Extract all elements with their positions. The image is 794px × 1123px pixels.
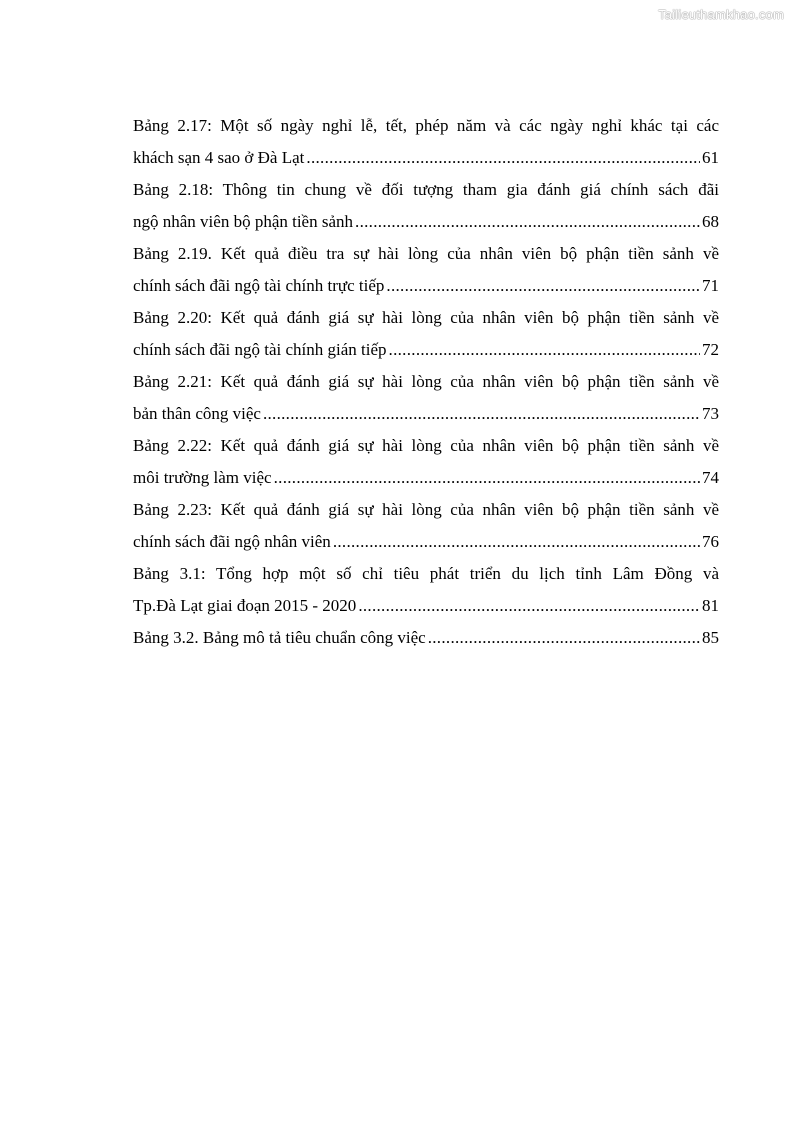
entry-title-end: môi trường làm việc xyxy=(133,468,272,487)
dot-leader xyxy=(333,526,700,558)
toc-entry[interactable] xyxy=(133,558,719,622)
dot-leader xyxy=(263,398,700,430)
dot-leader xyxy=(389,334,700,366)
entry-title-line: Bảng 2.22: Kết quả đánh giá sự hài lòng của nhân viên bộ phận tiền sảnh về xyxy=(133,436,719,455)
entry-title-end: khách sạn 4 sao ở Đà Lạt xyxy=(133,148,305,167)
entry-title-line: Bảng 2.18: Thông tin chung về đối tượng tham gia đánh giá chính sách đãi xyxy=(133,180,719,199)
entry-last-line xyxy=(133,398,719,430)
toc-entry[interactable] xyxy=(133,366,719,430)
entry-title-line: Bảng 3.1: Tổng hợp một số chỉ tiêu phát triển du lịch tỉnh Lâm Đồng và xyxy=(133,564,719,583)
toc-entry[interactable] xyxy=(133,430,719,494)
dot-leader xyxy=(358,590,700,622)
entry-title-end: Tp.Đà Lạt giai đoạn 2015 - 2020 xyxy=(133,596,357,615)
page-number: 85 xyxy=(702,628,719,647)
entry-title-line: Bảng 2.17: Một số ngày nghỉ lễ, tết, phép năm và các ngày nghỉ khác tại các xyxy=(133,116,719,135)
entry-last-line xyxy=(133,206,719,238)
entry-last-line xyxy=(133,142,719,174)
entry-title-end: Bảng 3.2. Bảng mô tả tiêu chuẩn công việc xyxy=(133,628,426,647)
toc-entry[interactable] xyxy=(133,110,719,174)
dot-leader xyxy=(386,270,700,302)
entry-title-line: Bảng 2.23: Kết quả đánh giá sự hài lòng của nhân viên bộ phận tiền sảnh về xyxy=(133,500,719,519)
page-number: 72 xyxy=(702,340,719,359)
page-number: 74 xyxy=(702,468,719,487)
entry-last-line xyxy=(133,622,719,654)
page-number: 73 xyxy=(702,404,719,423)
entry-title-end: chính sách đãi ngộ tài chính gián tiếp xyxy=(133,340,387,359)
page-number: 71 xyxy=(702,276,719,295)
entry-title-end: chính sách đãi ngộ tài chính trực tiếp xyxy=(133,276,385,295)
entry-title-line: Bảng 2.19. Kết quả điều tra sự hài lòng của nhân viên bộ phận tiền sảnh về xyxy=(133,244,719,263)
entry-title-end: chính sách đãi ngộ nhân viên xyxy=(133,532,331,551)
entry-last-line xyxy=(133,334,719,366)
toc-entry[interactable] xyxy=(133,622,719,654)
entry-last-line xyxy=(133,590,719,622)
dot-leader xyxy=(355,206,700,238)
entry-title-end: bản thân công việc xyxy=(133,404,261,423)
dot-leader xyxy=(306,142,700,174)
entry-last-line xyxy=(133,270,719,302)
entry-title-line: Bảng 2.21: Kết quả đánh giá sự hài lòng của nhân viên bộ phận tiền sảnh về xyxy=(133,372,719,391)
toc-entry[interactable] xyxy=(133,302,719,366)
entry-last-line xyxy=(133,462,719,494)
page-number: 81 xyxy=(702,596,719,615)
table-list xyxy=(133,110,719,654)
dot-leader xyxy=(274,462,700,494)
page-number: 68 xyxy=(702,212,719,231)
dot-leader xyxy=(428,622,700,654)
toc-entry[interactable] xyxy=(133,238,719,302)
page-number: 76 xyxy=(702,532,719,551)
toc-entry[interactable] xyxy=(133,174,719,238)
watermark-text: Tailieuthamkhao.com xyxy=(658,7,784,22)
entry-title-line: Bảng 2.20: Kết quả đánh giá sự hài lòng của nhân viên bộ phận tiền sảnh về xyxy=(133,308,719,327)
toc-entry[interactable] xyxy=(133,494,719,558)
page-number: 61 xyxy=(702,148,719,167)
entry-last-line xyxy=(133,526,719,558)
entry-title-end: ngộ nhân viên bộ phận tiền sảnh xyxy=(133,212,354,231)
